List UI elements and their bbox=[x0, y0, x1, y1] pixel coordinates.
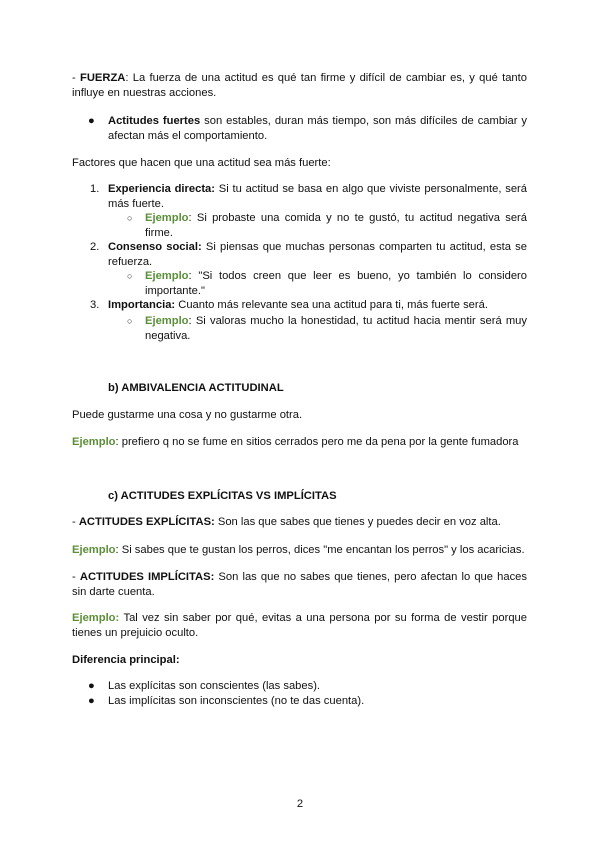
ambivalencia-text: Puede gustarme una cosa y no gustarme otra. bbox=[72, 409, 303, 421]
diferencia-heading: Diferencia principal: bbox=[72, 654, 180, 666]
list-number: 3. bbox=[90, 299, 100, 311]
implicitas-example: Ejemplo: Tal vez sin saber por qué, evitas a una persona por su forma de vestir porque tienes un prejuicio oculto. bbox=[72, 612, 527, 639]
actitudes-fuertes-item: Actitudes fuertes son estables, duran más tiempo, son más difíciles de cambiar y afectan más el comportamiento. bbox=[108, 115, 528, 142]
list-number: 1. bbox=[90, 183, 100, 195]
sub-bullet-circle: ○ bbox=[127, 213, 133, 223]
fuerza-paragraph: - FUERZA: La fuerza de una actitud es qué tan firme y difícil de cambiar es, y qué tanto influye en nuestras acciones. bbox=[72, 72, 527, 99]
ambivalencia-example: Ejemplo: prefiero q no se fume en sitios cerrados pero me da pena por la gente fumadora bbox=[72, 436, 519, 448]
section-heading-c: c) ACTITUDES EXPLÍCITAS VS IMPLÍCITAS bbox=[108, 490, 337, 502]
factor-item: Experiencia directa: Si tu actitud se basa en algo que viviste personalmente, será más fuerte. bbox=[108, 183, 527, 210]
fuerza-label: FUERZA bbox=[80, 72, 126, 84]
bullet-dot: ● bbox=[88, 115, 95, 127]
sub-bullet-circle: ○ bbox=[127, 316, 133, 326]
factor-example: Ejemplo: "Si todos creen que leer es bueno, yo también lo considero importante." bbox=[145, 270, 527, 297]
bullet-dot: ● bbox=[88, 695, 95, 707]
section-heading-b: b) AMBIVALENCIA ACTITUDINAL bbox=[108, 382, 284, 394]
list-item: Las implícitas son inconscientes (no te das cuenta). bbox=[108, 695, 365, 707]
factores-intro: Factores que hacen que una actitud sea más fuerte: bbox=[72, 157, 331, 169]
page-number: 2 bbox=[296, 798, 304, 810]
factor-example: Ejemplo: Si probaste una comida y no te gustó, tu actitud negativa será firme. bbox=[145, 212, 527, 239]
explicitas-definition: - ACTITUDES EXPLÍCITAS: Son las que sabes que tienes y puedes decir en voz alta. bbox=[72, 516, 501, 528]
implicitas-definition: - ACTITUDES IMPLÍCITAS: Son las que no sabes que tienes, pero afectan lo que haces sin darte cuenta. bbox=[72, 571, 527, 598]
factor-example: Ejemplo: Si valoras mucho la honestidad, tu actitud hacia mentir será muy negativa. bbox=[145, 315, 527, 342]
list-number: 2. bbox=[90, 241, 100, 253]
explicitas-example: Ejemplo: Si sabes que te gustan los perros, dices "me encantan los perros" y los acaricias. bbox=[72, 544, 525, 556]
sub-bullet-circle: ○ bbox=[127, 271, 133, 281]
list-item: Las explícitas son conscientes (las sabes). bbox=[108, 680, 321, 692]
bullet-dot: ● bbox=[88, 680, 95, 692]
factor-item: Consenso social: Si piensas que muchas personas comparten tu actitud, esta se refuerza. bbox=[108, 241, 527, 268]
factor-item: Importancia: Cuanto más relevante sea una actitud para ti, más fuerte será. bbox=[108, 299, 488, 311]
